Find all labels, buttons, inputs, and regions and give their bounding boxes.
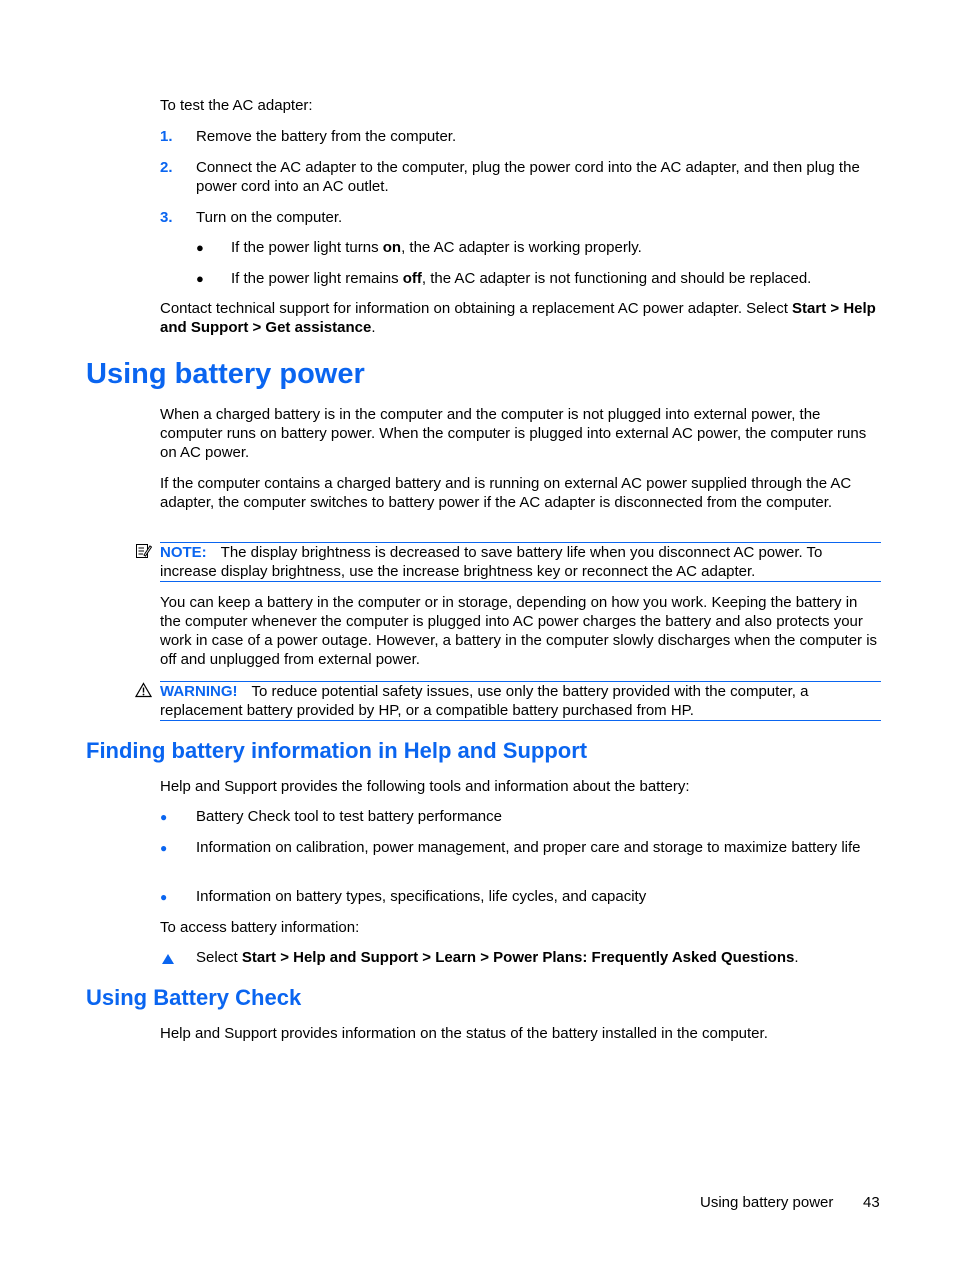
list-item: Information on battery types, specifications, life cycles, and capacity [196, 888, 647, 905]
bullet-icon: ● [160, 810, 168, 824]
step-text: Turn on the computer. [196, 209, 343, 226]
note-callout [160, 542, 881, 582]
intro-text: To test the AC adapter: [160, 97, 313, 114]
heading-using-battery-power: Using battery power [86, 358, 365, 390]
bullet-icon: ● [196, 240, 204, 255]
note-text: The display brightness is decreased to save battery life when you disconnect AC power. To increase display brightness, use the increase brightness key or reconnect the AC adapter. [160, 544, 823, 580]
warning-label: WARNING! [160, 683, 238, 700]
step-number: 2. [160, 159, 173, 176]
contact-text: Contact technical support for information on obtaining a replacement AC power adapter. Select Start > Help and Support > Get assistance. [160, 300, 876, 336]
list-item: Battery Check tool to test battery performance [196, 808, 502, 825]
step-number: 1. [160, 128, 173, 145]
paragraph: If the computer contains a charged battery and is running on external AC power supplied through the AC adapter, the computer switches to battery power if the AC adapter is disconnected from the computer. [160, 475, 852, 511]
list-item: Information on calibration, power management, and proper care and storage to maximize battery life [196, 839, 861, 856]
bullet-icon: ● [160, 890, 168, 904]
triangle-arrow-icon [161, 951, 175, 970]
note-label: NOTE: [160, 544, 207, 561]
paragraph: You can keep a battery in the computer or in storage, depending on how you work. Keeping the battery in the computer whenever the computer is plugged into AC power charges the battery and also protects your work in case of a power outage. However, a battery in the computer slowly discharges when the computer is off and unplugged from external power. [160, 594, 878, 668]
step-text: Connect the AC adapter to the computer, plug the power cord into the AC adapter, and then plug the power cord into an AC outlet. [196, 159, 860, 195]
heading-finding-battery-information: Finding battery information in Help and Support [86, 738, 588, 763]
warning-text: To reduce potential safety issues, use only the battery provided with the computer, a replacement battery provided by HP, or a compatible battery purchased from HP. [160, 683, 809, 719]
warning-callout [160, 681, 881, 721]
select-instruction: Select Start > Help and Support > Learn > Power Plans: Frequently Asked Questions. [196, 949, 799, 966]
footer-section-title: Using battery power [700, 1194, 834, 1211]
list-item: If the power light remains off, the AC adapter is not functioning and should be replaced. [231, 270, 812, 287]
paragraph: When a charged battery is in the computer and the computer is not plugged into external power, the computer runs on battery power. When the computer is plugged into external AC power, the computer runs on AC power. [160, 406, 867, 461]
paragraph: Help and Support provides the following tools and information about the battery: [160, 778, 690, 795]
bullet-icon: ● [160, 841, 168, 855]
step-text: Remove the battery from the computer. [196, 128, 457, 145]
page-number: 43 [863, 1194, 880, 1211]
paragraph: To access battery information: [160, 919, 360, 936]
warning-triangle-icon [135, 682, 152, 703]
bullet-icon: ● [196, 271, 204, 286]
paragraph: Help and Support provides information on the status of the battery installed in the computer. [160, 1025, 768, 1042]
step-number: 3. [160, 209, 173, 226]
heading-using-battery-check: Using Battery Check [86, 985, 302, 1010]
list-item: If the power light turns on, the AC adapter is working properly. [231, 239, 642, 256]
note-pencil-icon [135, 542, 152, 564]
